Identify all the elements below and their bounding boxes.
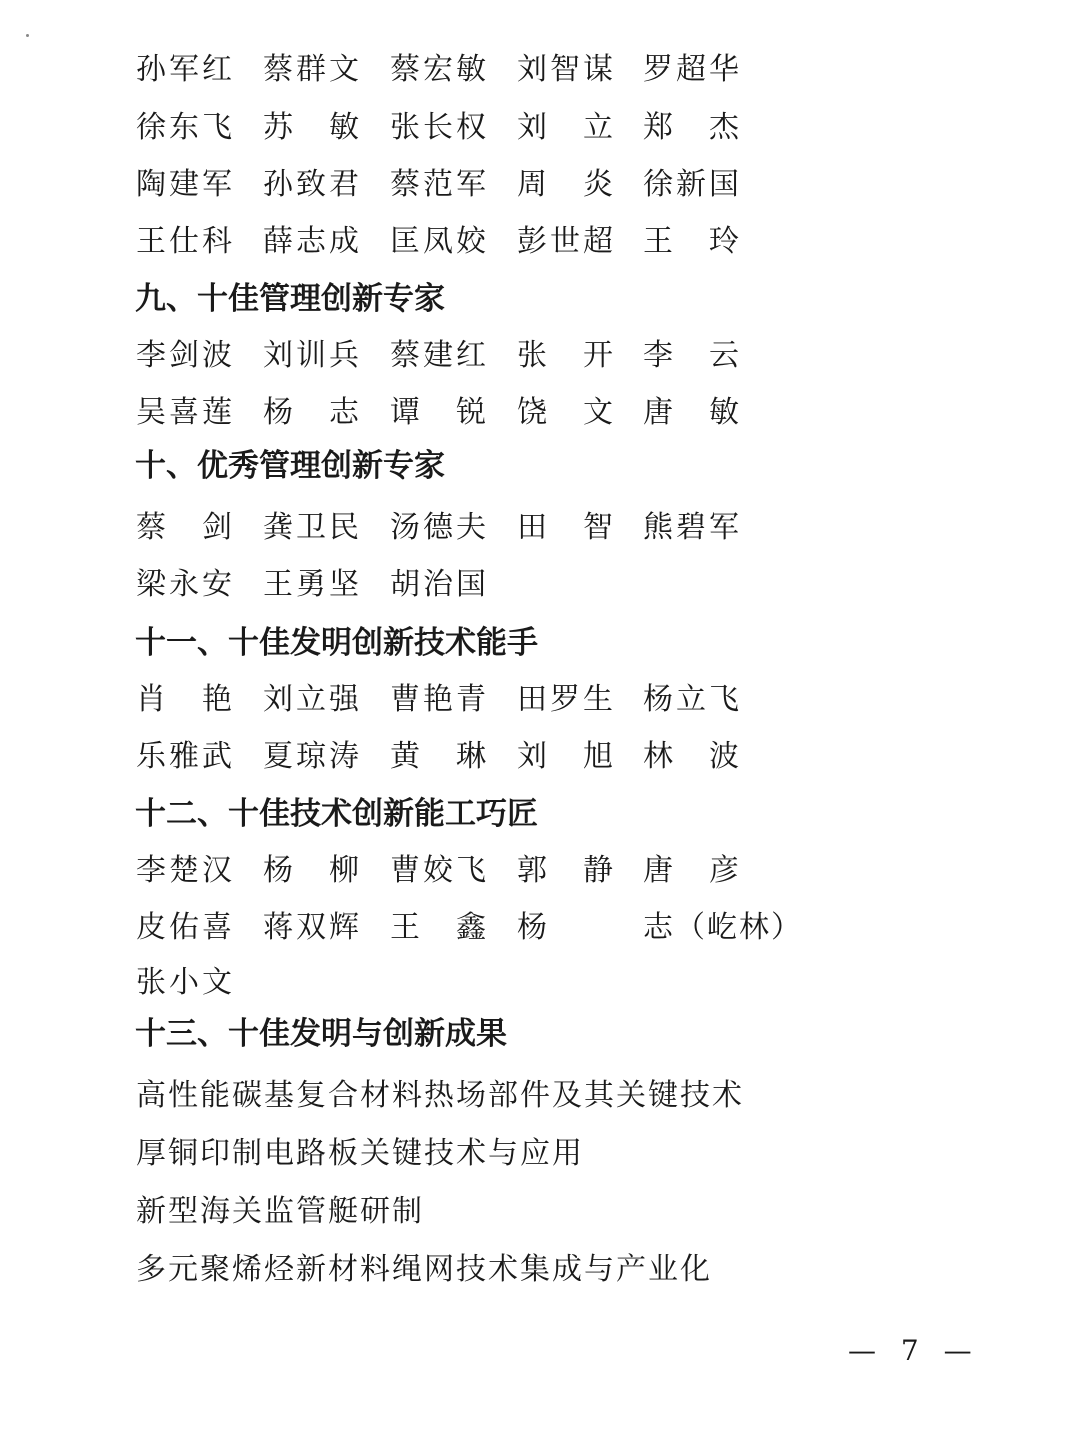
person-name: 蔡群文 (263, 52, 362, 87)
person-name: 李剑波 (136, 338, 235, 373)
person-name: 蔡宏敏 (390, 52, 489, 87)
name-row (0, 500, 1080, 556)
person-name: 皮佑喜 (136, 910, 235, 945)
person-name: 杨 志（屹林） (517, 910, 803, 945)
name-row (0, 385, 1080, 441)
person-name: 刘立强 (263, 682, 362, 717)
person-name: 乐雅武 (136, 739, 235, 774)
person-name: 龚卫民 (263, 510, 362, 545)
scan-speck (26, 34, 29, 37)
name-row (0, 100, 1080, 156)
section-heading: 十二、十佳技术创新能工巧匠 (135, 796, 538, 832)
person-name: 张小文 (136, 965, 235, 1000)
person-name: 熊碧军 (643, 510, 742, 545)
person-name: 曹艳青 (390, 682, 489, 717)
person-name: 罗超华 (643, 52, 742, 87)
person-name: 孙军红 (136, 52, 235, 87)
person-name: 唐 敏 (643, 395, 739, 430)
person-name: 夏琼涛 (263, 739, 362, 774)
page-number: — 7 — (848, 1334, 980, 1367)
person-name: 孙致君 (263, 167, 362, 202)
person-name: 唐 彦 (643, 853, 739, 888)
name-row (0, 729, 1080, 785)
name-row (0, 672, 1080, 728)
person-name: 张长权 (390, 110, 489, 145)
person-name: 王 玲 (643, 224, 739, 259)
name-row (0, 328, 1080, 384)
person-name: 黄 琳 (390, 739, 486, 774)
name-row (0, 843, 1080, 899)
person-name: 李楚汉 (136, 853, 235, 888)
section-heading: 十三、十佳发明与创新成果 (135, 1016, 507, 1052)
person-name: 李 云 (643, 338, 739, 373)
person-name: 蔡 剑 (136, 510, 232, 545)
person-name: 彭世超 (517, 224, 616, 259)
person-name: 蒋双辉 (263, 910, 362, 945)
person-name: 刘 立 (517, 110, 613, 145)
person-name: 王勇坚 (263, 567, 362, 602)
achievement-title: 新型海关监管艇研制 (136, 1194, 424, 1229)
person-name: 薛志成 (263, 224, 362, 259)
name-row (0, 157, 1080, 213)
person-name: 陶建军 (136, 167, 235, 202)
person-name: 杨立飞 (643, 682, 742, 717)
person-name: 田罗生 (517, 682, 616, 717)
person-name: 曹姣飞 (390, 853, 489, 888)
section-heading: 九、十佳管理创新专家 (135, 281, 445, 317)
person-name: 林 波 (643, 739, 739, 774)
achievement-title: 高性能碳基复合材料热场部件及其关键技术 (136, 1078, 744, 1113)
person-name: 蔡范军 (390, 167, 489, 202)
person-name: 苏 敏 (263, 110, 359, 145)
name-row (0, 900, 1080, 956)
achievement-title: 厚铜印制电路板关键技术与应用 (136, 1136, 584, 1171)
person-name: 饶 文 (517, 395, 613, 430)
person-name: 梁永安 (136, 567, 235, 602)
person-name: 张 开 (517, 338, 613, 373)
person-name: 刘 旭 (517, 739, 613, 774)
person-name: 杨 柳 (263, 853, 359, 888)
person-name: 徐东飞 (136, 110, 235, 145)
person-name: 杨 志 (263, 395, 359, 430)
person-name: 肖 艳 (136, 682, 232, 717)
person-name: 周 炎 (517, 167, 613, 202)
name-row (0, 214, 1080, 270)
person-name: 徐新国 (643, 167, 742, 202)
name-row (0, 42, 1080, 98)
person-name: 汤德夫 (390, 510, 489, 545)
achievement-title: 多元聚烯烃新材料绳网技术集成与产业化 (136, 1252, 712, 1287)
section-heading: 十一、十佳发明创新技术能手 (135, 625, 538, 661)
person-name: 王仕科 (136, 224, 235, 259)
name-row (0, 557, 1080, 613)
person-name: 郭 静 (517, 853, 613, 888)
person-name: 刘智谋 (517, 52, 616, 87)
name-row (0, 955, 1080, 1011)
person-name: 王 鑫 (390, 910, 486, 945)
person-name: 胡治国 (390, 567, 489, 602)
person-name: 吴喜莲 (136, 395, 235, 430)
person-name: 蔡建红 (390, 338, 489, 373)
person-name: 刘训兵 (263, 338, 362, 373)
person-name: 田 智 (517, 510, 613, 545)
section-heading: 十、优秀管理创新专家 (135, 448, 445, 484)
person-name: 郑 杰 (643, 110, 739, 145)
person-name: 匡凤姣 (390, 224, 489, 259)
person-name: 谭 锐 (390, 395, 486, 430)
